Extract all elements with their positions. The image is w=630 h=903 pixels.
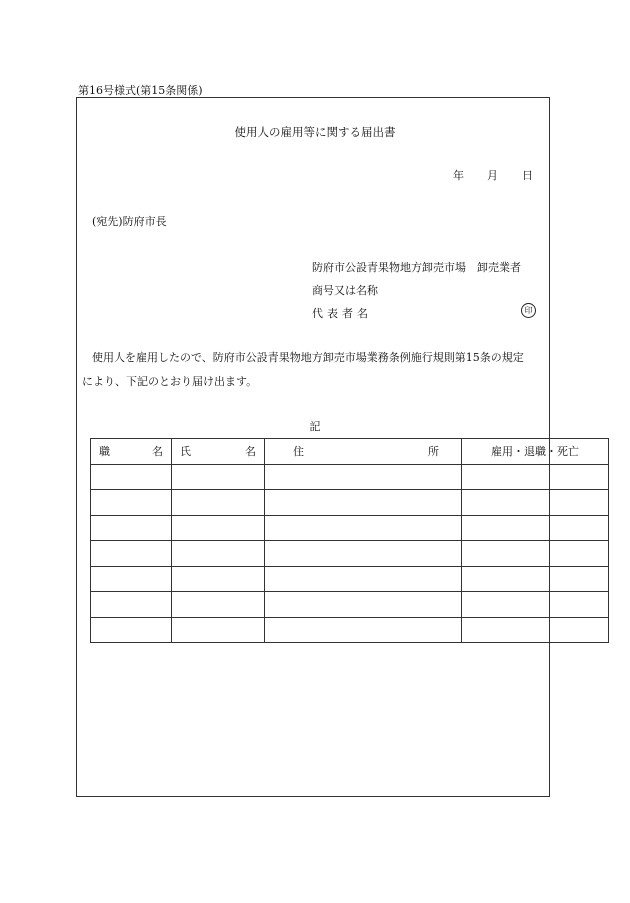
note-heading: 記 xyxy=(309,420,321,433)
cell-name[interactable] xyxy=(172,515,265,541)
cell-position[interactable] xyxy=(91,515,172,541)
cell-name[interactable] xyxy=(172,490,265,516)
table-row xyxy=(91,515,609,541)
seal-mark: 印 xyxy=(521,303,536,318)
table-row xyxy=(91,490,609,516)
cell-address[interactable] xyxy=(265,541,462,567)
header-name-char-2: 名 xyxy=(245,445,256,459)
table-row xyxy=(91,541,609,567)
date-month-label: 月 xyxy=(487,169,498,182)
cell-address[interactable] xyxy=(265,490,462,516)
header-name-char-1: 氏 xyxy=(180,445,191,459)
table-row xyxy=(91,592,609,618)
header-address-char-1: 住 xyxy=(293,445,304,459)
cell-position[interactable] xyxy=(91,490,172,516)
cell-status[interactable] xyxy=(462,490,609,516)
date-year-label: 年 xyxy=(453,169,464,182)
cell-address[interactable] xyxy=(265,592,462,618)
cell-name[interactable] xyxy=(172,566,265,592)
table-row xyxy=(91,566,609,592)
cell-name[interactable] xyxy=(172,541,265,567)
cell-position[interactable] xyxy=(91,566,172,592)
header-status: 雇用・退職・死亡 xyxy=(462,439,609,465)
cell-status[interactable] xyxy=(462,464,609,490)
table-row xyxy=(91,617,609,643)
header-position-char-1: 職 xyxy=(99,445,110,459)
employee-table xyxy=(90,438,609,643)
cell-name[interactable] xyxy=(172,617,265,643)
addressee: (宛先)防府市長 xyxy=(92,215,167,228)
cell-position[interactable] xyxy=(91,464,172,490)
form-code: 第16号様式(第15条関係) xyxy=(78,84,203,97)
sender-representative-label: 代表者名 xyxy=(312,307,372,320)
cell-status[interactable] xyxy=(462,541,609,567)
body-text-line-2: により、下記のとおり届け出ます。 xyxy=(82,375,258,388)
document-title: 使用人の雇用等に関する届出書 xyxy=(234,125,396,139)
table-header-row xyxy=(91,439,609,465)
header-name xyxy=(172,439,265,465)
sender-trade-name-label: 商号又は名称 xyxy=(312,284,378,297)
table-body xyxy=(91,464,609,643)
cell-address[interactable] xyxy=(265,464,462,490)
cell-status[interactable] xyxy=(462,617,609,643)
table-row xyxy=(91,464,609,490)
cell-address[interactable] xyxy=(265,617,462,643)
cell-name[interactable] xyxy=(172,592,265,618)
sender-market-name: 防府市公設青果物地方卸売市場 卸売業者 xyxy=(312,261,521,274)
cell-position[interactable] xyxy=(91,592,172,618)
cell-name[interactable] xyxy=(172,464,265,490)
cell-address[interactable] xyxy=(265,566,462,592)
cell-address[interactable] xyxy=(265,515,462,541)
cell-position[interactable] xyxy=(91,617,172,643)
header-position-char-2: 名 xyxy=(152,445,163,459)
date-day-label: 日 xyxy=(522,169,533,182)
header-address xyxy=(265,439,462,465)
body-text-line-1: 使用人を雇用したので、防府市公設青果物地方卸売市場業務条例施行規則第15条の規定 xyxy=(92,351,524,364)
cell-status[interactable] xyxy=(462,515,609,541)
cell-position[interactable] xyxy=(91,541,172,567)
header-address-char-2: 所 xyxy=(428,445,439,459)
header-position xyxy=(91,439,172,465)
cell-status[interactable] xyxy=(462,592,609,618)
cell-status[interactable] xyxy=(462,566,609,592)
